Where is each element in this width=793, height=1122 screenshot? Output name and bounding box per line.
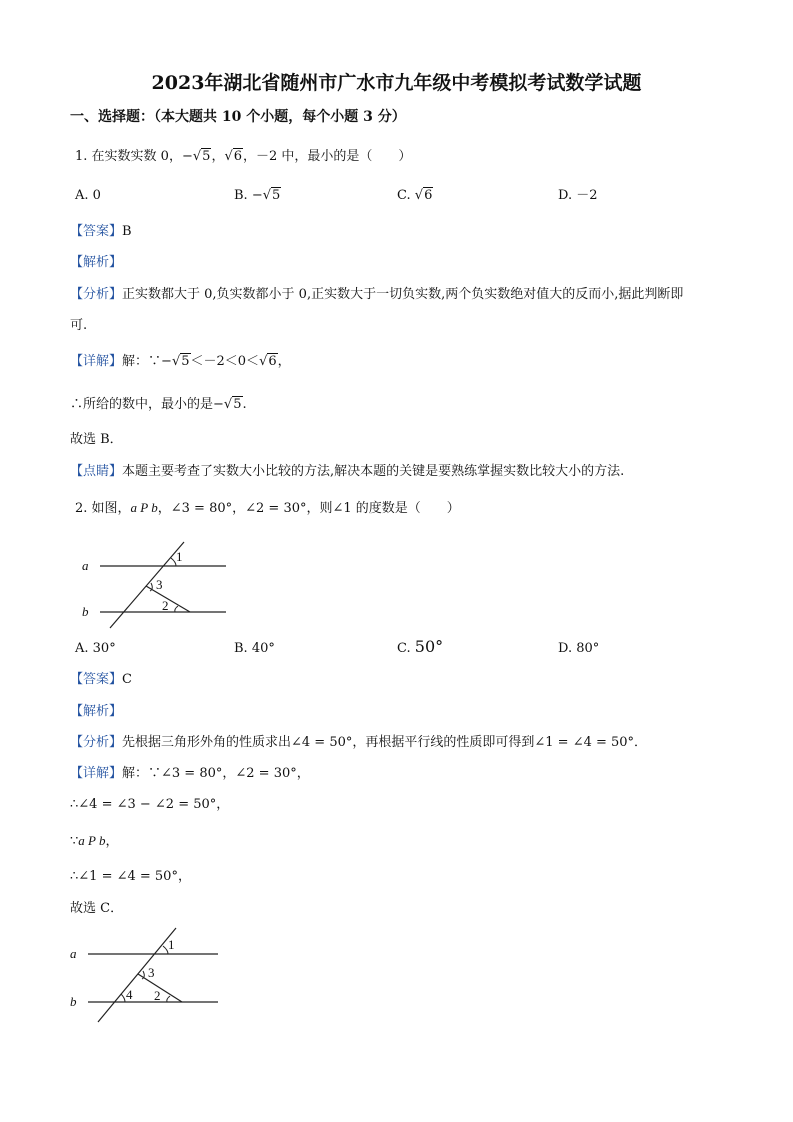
q1-option-a: A. 0 (75, 188, 101, 203)
label-angle1: 1 (168, 937, 175, 952)
radicand: 5 (202, 149, 211, 164)
label-a: a (82, 558, 89, 573)
angle2-arc (167, 996, 170, 1002)
label-angle2: 2 (154, 988, 161, 1003)
answer-tag: 【答案】 (70, 672, 123, 687)
q2-detail (70, 765, 310, 783)
radicand: 6 (424, 188, 433, 203)
separator: ， (211, 149, 225, 164)
q2-option-a: A. 30° (75, 641, 116, 656)
sqrt-icon: √ (171, 354, 181, 369)
option-label: C. (397, 641, 411, 656)
figure-parallel-lines (78, 536, 238, 632)
q1-option-d: D. －2 (558, 188, 598, 203)
q1-analysis-tag: 【解析】 (70, 255, 123, 270)
answer-value: B (122, 224, 132, 239)
label-angle1: 1 (176, 549, 183, 564)
q2-analysis-tag: 【解析】 (70, 704, 123, 719)
q2-option-c (397, 638, 443, 658)
q1-neg-sqrt5 (182, 148, 211, 166)
detail-end: ， (277, 354, 291, 369)
label-angle4: 4 (126, 987, 133, 1002)
transversal (110, 542, 184, 628)
q2-step2 (70, 832, 119, 851)
fenxi-text: 先根据三角形外角的性质求出∠4 = 50°，再根据平行线的性质即可得到∠1 = ∠4 = 50°． (122, 735, 648, 750)
fenxi-tag: 【分析】 (70, 287, 123, 302)
comment-text: 本题主要考查了实数大小比较的方法,解决本题的关键是要熟练掌握实数比较大小的方法. (122, 464, 625, 479)
sqrt-icon: √ (262, 188, 272, 203)
label-angle2: 2 (162, 598, 169, 613)
q2-option-b: B. 40° (234, 641, 275, 656)
detail-tag: 【详解】 (70, 354, 123, 369)
q2-stem (75, 499, 460, 518)
answer-value: C (122, 672, 132, 687)
q1-stem-prefix: 1. 在实数实数 0， (75, 149, 182, 164)
q2-option-d: D. 80° (558, 641, 600, 656)
angle2-arc (175, 606, 178, 612)
comment-tag: 【点睛】 (70, 464, 123, 479)
detail-tag: 【详解】 (70, 766, 123, 781)
transversal (98, 928, 176, 1022)
option-value: 50° (414, 637, 444, 656)
radicand: 6 (233, 149, 243, 164)
q1-stem (75, 148, 411, 166)
sqrt-icon: √ (223, 397, 233, 412)
q1-fenxi (70, 286, 683, 304)
q2-fenxi (70, 734, 647, 752)
because-sign: ∵ (70, 834, 79, 849)
therefore-end: . (242, 397, 247, 412)
q1-therefore (70, 396, 247, 414)
q2-stem-rest: ，∠3 = 80°，∠2 = 30°，则∠1 的度数是（ ） (157, 501, 460, 516)
minus-sign: − (213, 397, 224, 412)
option-label: B. (234, 188, 248, 203)
q2-step1: ∴∠4 = ∠3 − ∠2 = 50°， (70, 797, 230, 812)
minus-sign: − (161, 354, 172, 369)
sqrt-icon: √ (192, 149, 202, 164)
label-a: a (70, 946, 77, 961)
q1-choose: 故选 B． (70, 432, 123, 447)
q2-step3: ∴∠1 = ∠4 = 50°， (70, 869, 191, 884)
figure-solution-parallel-lines (66, 924, 226, 1026)
detail-middle: ＜－2＜0＜ (190, 354, 260, 369)
option-label: C. (397, 188, 411, 203)
radicand: 5 (272, 188, 281, 203)
sqrt-icon: √ (259, 354, 268, 369)
sqrt-icon: √ (414, 188, 424, 203)
therefore-text: ∴所给的数中，最小的是 (70, 397, 214, 412)
angle3-arc (142, 971, 144, 979)
label-b: b (82, 604, 89, 619)
q1-detail (70, 353, 291, 371)
label-angle3: 3 (156, 577, 163, 592)
q1-option-c (397, 187, 433, 205)
answer-tag: 【答案】 (70, 224, 123, 239)
step-end: ， (105, 834, 119, 849)
q1-stem-suffix: ，－2 中，最小的是（ ） (243, 149, 412, 164)
q2-answer (70, 671, 132, 689)
fenxi-tag: 【分析】 (70, 735, 123, 750)
q1-answer (70, 223, 132, 241)
q2-parallel-expr: a P b (130, 500, 158, 515)
label-angle3: 3 (148, 965, 155, 980)
angle3-arc (150, 583, 152, 591)
radicand: 5 (181, 354, 190, 369)
sqrt-icon: √ (224, 149, 233, 164)
detail-text: 解：∵∠3 = 80°，∠2 = 30°， (122, 766, 310, 781)
label-b: b (70, 994, 77, 1009)
q1-fenxi-cont: 可. (70, 318, 88, 333)
q1-sqrt6 (224, 148, 243, 166)
section-heading: 一、选择题：（本大题共 10 个小题，每个小题 3 分） (70, 109, 406, 125)
q2-stem-prefix: 2. 如图， (75, 501, 131, 516)
radicand: 6 (268, 354, 277, 369)
minus-sign: − (181, 149, 193, 164)
minus-sign: − (251, 188, 263, 203)
q1-option-b (234, 187, 281, 205)
page-title: 2023年湖北省随州市广水市九年级中考模拟考试数学试题 (151, 72, 642, 94)
q1-comment (70, 463, 624, 481)
angle4-arc (121, 994, 125, 1002)
q2-choose: 故选 C． (70, 901, 124, 916)
detail-prefix: 解：∵ (122, 354, 162, 369)
radicand: 5 (233, 397, 242, 412)
q2-parallel-expr: a P b (78, 833, 106, 848)
fenxi-text: 正实数都大于 0,负实数都小于 0,正实数大于一切负实数,两个负实数绝对值大的反而小,据此判断即 (122, 287, 684, 302)
